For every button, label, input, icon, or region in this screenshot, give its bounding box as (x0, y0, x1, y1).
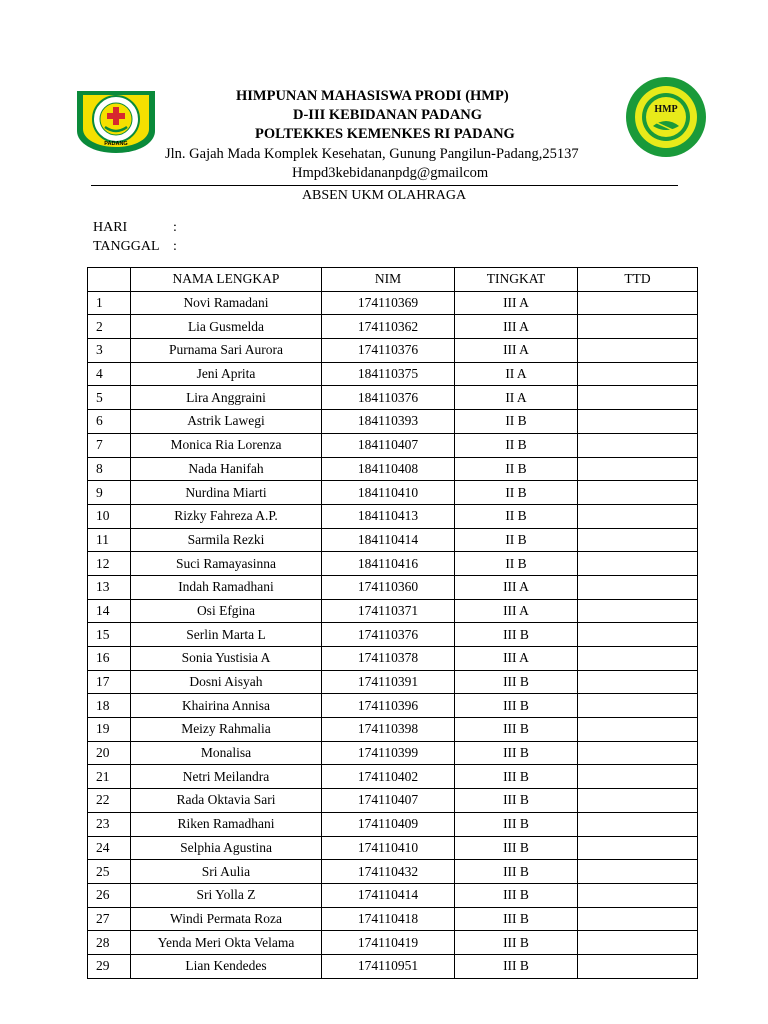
student-name: Khairina Annisa (131, 694, 322, 718)
signature-cell (578, 528, 698, 552)
student-level: III A (455, 339, 578, 363)
signature-cell (578, 457, 698, 481)
student-level: II B (455, 481, 578, 505)
signature-cell (578, 860, 698, 884)
row-number: 21 (88, 765, 131, 789)
student-level: III B (455, 883, 578, 907)
row-number: 10 (88, 504, 131, 528)
student-level: III B (455, 623, 578, 647)
student-level: III B (455, 718, 578, 742)
student-level: III B (455, 789, 578, 813)
student-nim: 174110360 (322, 575, 455, 599)
field-hari (93, 220, 177, 236)
student-name: Lia Gusmelda (131, 315, 322, 339)
student-name: Novi Ramadani (131, 291, 322, 315)
student-name: Dosni Aisyah (131, 670, 322, 694)
signature-cell (578, 765, 698, 789)
student-level: II B (455, 433, 578, 457)
signature-cell (578, 812, 698, 836)
student-level: III A (455, 647, 578, 671)
table-row (88, 386, 698, 410)
student-level: II B (455, 410, 578, 434)
student-nim: 174110362 (322, 315, 455, 339)
student-nim: 174110371 (322, 599, 455, 623)
student-nim: 174110376 (322, 339, 455, 363)
student-nim: 174110418 (322, 907, 455, 931)
signature-cell (578, 504, 698, 528)
signature-cell (578, 883, 698, 907)
table-row (88, 647, 698, 671)
student-nim: 184110416 (322, 552, 455, 576)
signature-cell (578, 789, 698, 813)
signature-cell (578, 433, 698, 457)
student-level: III A (455, 599, 578, 623)
student-level: III B (455, 812, 578, 836)
table-header-row (88, 268, 698, 292)
row-number: 15 (88, 623, 131, 647)
row-number: 22 (88, 789, 131, 813)
row-number: 9 (88, 481, 131, 505)
student-nim: 174110396 (322, 694, 455, 718)
student-name: Monica Ria Lorenza (131, 433, 322, 457)
student-name: Rada Oktavia Sari (131, 789, 322, 813)
student-nim: 174110407 (322, 789, 455, 813)
student-level: II B (455, 528, 578, 552)
student-name: Serlin Marta L (131, 623, 322, 647)
row-number: 2 (88, 315, 131, 339)
signature-cell (578, 481, 698, 505)
student-name: Windi Permata Roza (131, 907, 322, 931)
student-nim: 174110399 (322, 741, 455, 765)
row-number: 19 (88, 718, 131, 742)
signature-cell (578, 339, 698, 363)
student-name: Osi Efgina (131, 599, 322, 623)
row-number: 17 (88, 670, 131, 694)
header-divider (91, 185, 678, 186)
table-row (88, 552, 698, 576)
table-row (88, 433, 698, 457)
email: Hmpd3kebidananpdg@gmailcom (292, 165, 489, 181)
address: Jln. Gajah Mada Komplek Kesehatan, Gunung Pangilun-Padang,25137 (165, 146, 579, 162)
table-row (88, 528, 698, 552)
student-name: Astrik Lawegi (131, 410, 322, 434)
student-name: Sri Yolla Z (131, 883, 322, 907)
row-number: 6 (88, 410, 131, 434)
table-row (88, 315, 698, 339)
student-level: III B (455, 741, 578, 765)
table-row (88, 457, 698, 481)
table-row (88, 670, 698, 694)
signature-cell (578, 552, 698, 576)
field-hari-label: HARI (93, 220, 128, 235)
signature-cell (578, 575, 698, 599)
student-name: Meizy Rahmalia (131, 718, 322, 742)
table-row (88, 694, 698, 718)
signature-cell (578, 931, 698, 955)
field-hari-sep: : (173, 220, 177, 235)
row-number: 23 (88, 812, 131, 836)
hmp-logo (625, 76, 707, 158)
poltekkes-logo-bottom-text: PADANG (104, 141, 128, 147)
student-level: III B (455, 836, 578, 860)
student-nim: 174110409 (322, 812, 455, 836)
student-name: Sonia Yustisia A (131, 647, 322, 671)
student-name: Yenda Meri Okta Velama (131, 931, 322, 955)
table-row (88, 741, 698, 765)
header-tingkat: TINGKAT (455, 268, 578, 292)
row-number: 7 (88, 433, 131, 457)
signature-cell (578, 670, 698, 694)
student-level: II B (455, 504, 578, 528)
table-row (88, 860, 698, 884)
row-number: 27 (88, 907, 131, 931)
table-row (88, 504, 698, 528)
header-ttd: TTD (578, 268, 698, 292)
student-level: II A (455, 386, 578, 410)
org-name: HIMPUNAN MAHASISWA PRODI (HMP) (236, 88, 509, 104)
signature-cell (578, 291, 698, 315)
student-level: II B (455, 457, 578, 481)
row-number: 26 (88, 883, 131, 907)
student-name: Selphia Agustina (131, 836, 322, 860)
signature-cell (578, 623, 698, 647)
field-tanggal-sep: : (173, 239, 177, 254)
student-nim: 174110951 (322, 954, 455, 978)
student-name: Rizky Fahreza A.P. (131, 504, 322, 528)
student-nim: 184110414 (322, 528, 455, 552)
row-number: 14 (88, 599, 131, 623)
row-number: 12 (88, 552, 131, 576)
student-level: III B (455, 907, 578, 931)
field-tanggal-label: TANGGAL (93, 239, 160, 254)
field-tanggal (93, 239, 177, 255)
student-nim: 174110432 (322, 860, 455, 884)
student-level: III B (455, 860, 578, 884)
table-row (88, 883, 698, 907)
table-row (88, 954, 698, 978)
row-number: 5 (88, 386, 131, 410)
table-row (88, 339, 698, 363)
student-level: III A (455, 315, 578, 339)
student-level: II A (455, 362, 578, 386)
table-row (88, 575, 698, 599)
table-row (88, 812, 698, 836)
row-number: 8 (88, 457, 131, 481)
table-row (88, 789, 698, 813)
table-row (88, 931, 698, 955)
student-name: Nada Hanifah (131, 457, 322, 481)
student-name: Riken Ramadhani (131, 812, 322, 836)
student-nim: 184110407 (322, 433, 455, 457)
student-name: Lian Kendedes (131, 954, 322, 978)
student-nim: 184110376 (322, 386, 455, 410)
table-row (88, 599, 698, 623)
poltekkes-logo (75, 85, 157, 155)
student-name: Indah Ramadhani (131, 575, 322, 599)
row-number: 3 (88, 339, 131, 363)
row-number: 18 (88, 694, 131, 718)
student-name: Sarmila Rezki (131, 528, 322, 552)
student-name: Sri Aulia (131, 860, 322, 884)
table-row (88, 362, 698, 386)
header-nim: NIM (322, 268, 455, 292)
student-name: Suci Ramayasinna (131, 552, 322, 576)
table-row (88, 836, 698, 860)
student-name: Lira Anggraini (131, 386, 322, 410)
table-row (88, 481, 698, 505)
student-name: Nurdina Miarti (131, 481, 322, 505)
row-number: 24 (88, 836, 131, 860)
student-nim: 174110410 (322, 836, 455, 860)
row-number: 20 (88, 741, 131, 765)
table-row (88, 765, 698, 789)
student-nim: 184110408 (322, 457, 455, 481)
row-number: 16 (88, 647, 131, 671)
student-nim: 174110391 (322, 670, 455, 694)
student-level: II B (455, 552, 578, 576)
student-nim: 174110414 (322, 883, 455, 907)
student-nim: 174110398 (322, 718, 455, 742)
signature-cell (578, 410, 698, 434)
signature-cell (578, 741, 698, 765)
signature-cell (578, 954, 698, 978)
table-row (88, 410, 698, 434)
program-name: D-III KEBIDANAN PADANG (293, 107, 483, 123)
institution-name: POLTEKKES KEMENKES RI PADANG (255, 126, 515, 142)
hmp-logo-text: HMP (654, 104, 678, 115)
student-level: III A (455, 291, 578, 315)
student-nim: 184110375 (322, 362, 455, 386)
student-level: III B (455, 670, 578, 694)
student-name: Purnama Sari Aurora (131, 339, 322, 363)
student-nim: 174110376 (322, 623, 455, 647)
student-nim: 184110393 (322, 410, 455, 434)
row-number: 25 (88, 860, 131, 884)
student-level: III B (455, 765, 578, 789)
student-name: Netri Meilandra (131, 765, 322, 789)
student-nim: 174110369 (322, 291, 455, 315)
row-number: 11 (88, 528, 131, 552)
student-name: Monalisa (131, 741, 322, 765)
student-level: III A (455, 575, 578, 599)
student-nim: 184110410 (322, 481, 455, 505)
student-nim: 184110413 (322, 504, 455, 528)
signature-cell (578, 647, 698, 671)
student-nim: 174110402 (322, 765, 455, 789)
student-level: III B (455, 694, 578, 718)
student-nim: 174110419 (322, 931, 455, 955)
signature-cell (578, 386, 698, 410)
row-number: 28 (88, 931, 131, 955)
student-level: III B (455, 931, 578, 955)
header-no (88, 268, 131, 292)
signature-cell (578, 315, 698, 339)
document-title: ABSEN UKM OLAHRAGA (301, 188, 467, 203)
signature-cell (578, 718, 698, 742)
student-name: Jeni Aprita (131, 362, 322, 386)
row-number: 4 (88, 362, 131, 386)
signature-cell (578, 907, 698, 931)
row-number: 1 (88, 291, 131, 315)
table-row (88, 623, 698, 647)
student-level: III B (455, 954, 578, 978)
signature-cell (578, 836, 698, 860)
student-nim: 174110378 (322, 647, 455, 671)
signature-cell (578, 599, 698, 623)
signature-cell (578, 362, 698, 386)
header-nama: NAMA LENGKAP (131, 268, 322, 292)
signature-cell (578, 694, 698, 718)
row-number: 29 (88, 954, 131, 978)
table-row (88, 291, 698, 315)
attendance-table (87, 267, 698, 979)
table-row (88, 718, 698, 742)
row-number: 13 (88, 575, 131, 599)
table-row (88, 907, 698, 931)
